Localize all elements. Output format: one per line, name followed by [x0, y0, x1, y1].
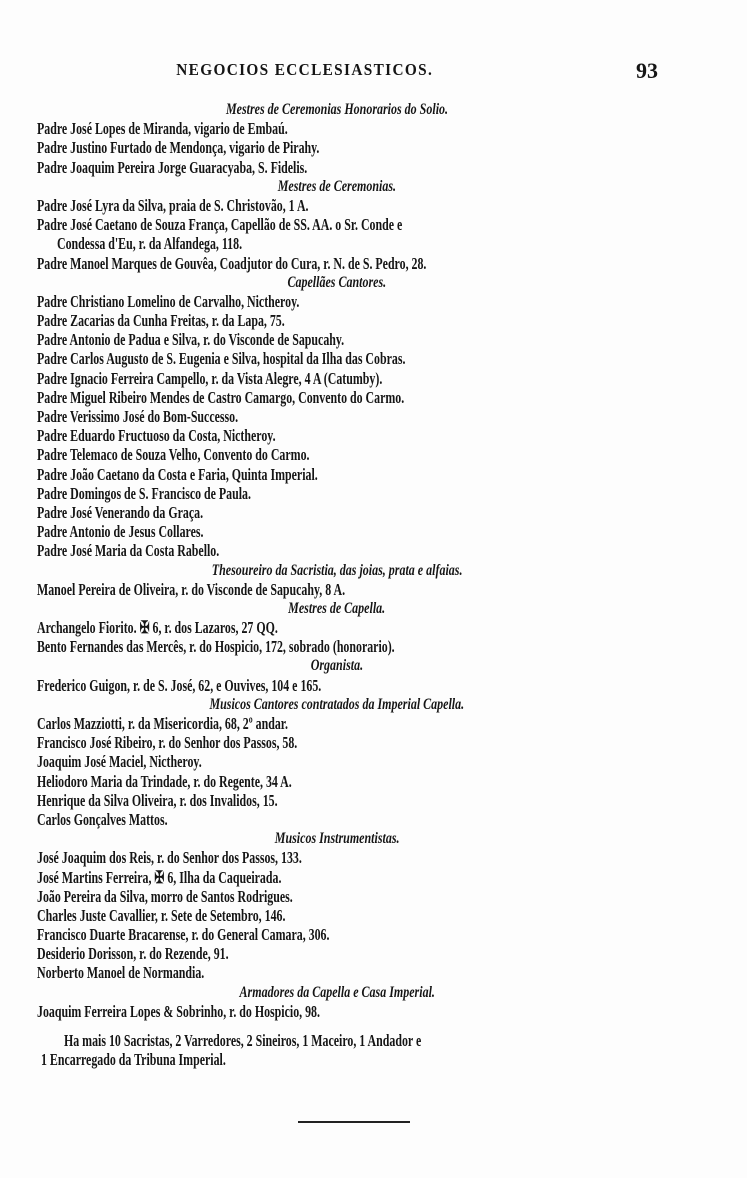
list-item-text: Padre José Lopes de Miranda, vigario de Embaú.: [37, 119, 288, 139]
list-item-text: Padre Christiano Lomelino de Carvalho, Nictheroy.: [37, 291, 300, 311]
list-item-text: Padre Ignacio Ferreira Campello, r. da Vista Alegre, 4 A (Catumby).: [37, 368, 383, 388]
list-item: [37, 637, 727, 656]
list-item: [37, 503, 727, 522]
list-item: [37, 925, 727, 944]
list-item: [37, 772, 727, 791]
list-item-text: Padre José Caetano de Souza França, Capellão de SS. AA. o Sr. Conde e: [37, 215, 403, 235]
list-item: [37, 445, 727, 464]
list-item-text: Archangelo Fiorito. ✠ 6, r. dos Lazaros, 27 QQ.: [37, 618, 278, 638]
list-item: [37, 944, 727, 963]
list-item-text: José Joaquim dos Reis, r. do Senhor dos Passos, 133.: [37, 848, 302, 868]
list-item-text: Heliodoro Maria da Trindade, r. do Regente, 34 A.: [37, 771, 292, 791]
list-item-text: Condessa d'Eu, r. da Alfandega, 118.: [57, 234, 243, 254]
list-item: [37, 330, 727, 349]
list-item: [37, 234, 727, 253]
footnote-text: 1 Encarregado da Tribuna Imperial.: [41, 1050, 226, 1070]
list-item-text: Desiderio Dorisson, r. do Rezende, 91.: [37, 944, 229, 964]
section-heading: [37, 983, 637, 1002]
directory-listing: [37, 100, 727, 1069]
list-item: [37, 407, 727, 426]
list-item-text: Padre Miguel Ribeiro Mendes de Castro Camargo, Convento do Carmo.: [37, 387, 405, 407]
list-item-text: Padre Domingos de S. Francisco de Paula.: [37, 483, 251, 503]
list-item: [37, 426, 727, 445]
list-item: [37, 369, 727, 388]
section-heading: [37, 656, 637, 675]
footnote: [37, 1031, 727, 1050]
section-heading-text: Mestres de Capella.: [288, 599, 386, 617]
footnote: [37, 1050, 727, 1069]
list-item: [37, 349, 727, 368]
list-item: [37, 254, 727, 273]
section-heading: [37, 177, 637, 196]
list-item-text: Padre José Venerando da Graça.: [37, 502, 204, 522]
section-heading: [37, 829, 637, 848]
list-item-text: Padre Carlos Augusto de S. Eugenia e Silva, hospital da Ilha das Cobras.: [37, 349, 406, 369]
list-item: [37, 906, 727, 925]
footnote-text: Ha mais 10 Sacristas, 2 Varredores, 2 Sineiros, 1 Maceiro, 1 Andador e: [64, 1031, 422, 1050]
list-item: [37, 465, 727, 484]
list-item-text: Carlos Gonçalves Mattos.: [37, 809, 168, 829]
section-heading: [37, 599, 637, 618]
section-heading: [37, 100, 637, 119]
list-item: [37, 484, 727, 503]
list-item-text: Padre Antonio de Padua e Silva, r. do Visconde de Sapucahy.: [37, 330, 345, 350]
list-item: [37, 119, 727, 138]
closing-rule: [298, 1121, 410, 1123]
list-item-text: Padre Joaquim Pereira Jorge Guaracyaba, S. Fidelis.: [37, 157, 308, 177]
page-number: 93: [636, 58, 658, 83]
list-item: [37, 752, 727, 771]
list-item-text: Henrique da Silva Oliveira, r. dos Invalidos, 15.: [37, 790, 278, 810]
section-heading: [37, 695, 637, 714]
list-item: [37, 541, 727, 560]
list-item: [37, 196, 727, 215]
list-item-text: João Pereira da Silva, morro de Santos Rodrigues.: [37, 886, 293, 906]
list-item: [37, 311, 727, 330]
list-item-text: Manoel Pereira de Oliveira, r. do Visconde de Sapucahy, 8 A.: [37, 579, 346, 599]
list-item-text: Padre José Lyra da Silva, praia de S. Christovão, 1 A.: [37, 195, 309, 215]
section-heading-text: Mestres de Ceremonias Honorarios do Solio.: [225, 101, 449, 118]
list-item: [37, 388, 727, 407]
list-item-text: Joaquim Ferreira Lopes & Sobrinho, r. do Hospicio, 98.: [37, 1001, 320, 1021]
section-heading: [37, 273, 637, 292]
list-item: [37, 848, 727, 867]
list-item: [37, 292, 727, 311]
list-item: [37, 791, 727, 810]
list-item-text: Padre Antonio de Jesus Collares.: [37, 522, 204, 542]
section-heading-text: Musicos Cantores contratados da Imperial Capella.: [209, 695, 465, 713]
list-item-text: Padre Justino Furtado de Mendonça, vigario de Pirahy.: [37, 138, 320, 158]
spacer: [37, 1021, 727, 1031]
list-item-text: Joaquim José Maciel, Nictheroy.: [37, 752, 202, 772]
section-heading-text: Mestres de Ceremonias.: [277, 177, 397, 195]
section-heading-text: Capellães Cantores.: [287, 273, 387, 291]
list-item-text: Carlos Mazziotti, r. da Misericordia, 68, 2º andar.: [37, 714, 288, 733]
list-item: [37, 522, 727, 541]
list-item: [37, 963, 727, 982]
list-item-text: Frederico Guigon, r. de S. José, 62, e Ouvives, 104 e 165.: [37, 675, 322, 695]
section-heading: [37, 561, 637, 580]
section-heading-text: Musicos Instrumentistas.: [274, 830, 400, 848]
list-item: [37, 618, 727, 637]
list-item-text: Norberto Manoel de Normandia.: [37, 963, 205, 983]
section-heading-text: Organista.: [310, 657, 364, 675]
list-item: [37, 1002, 727, 1021]
section-heading-text: Thesoureiro da Sacristia, das joias, prata e alfaias.: [211, 561, 463, 579]
list-item-text: José Martins Ferreira, ✠ 6, Ilha da Caqueirada.: [37, 867, 282, 887]
list-item: [37, 733, 727, 752]
list-item: [37, 580, 727, 599]
list-item: [37, 215, 727, 234]
list-item: [37, 887, 727, 906]
list-item: [37, 158, 727, 177]
running-head: [0, 60, 747, 84]
list-item-text: Charles Juste Cavallier, r. Sete de Setembro, 146.: [37, 905, 286, 925]
list-item-text: Padre José Maria da Costa Rabello.: [37, 541, 220, 561]
list-item: [37, 138, 727, 157]
list-item-text: Padre Manoel Marques de Gouvêa, Coadjutor do Cura, r. N. de S. Pedro, 28.: [37, 253, 427, 273]
list-item-text: Francisco Duarte Bracarense, r. do General Camara, 306.: [37, 925, 330, 945]
list-item-text: Padre João Caetano da Costa e Faria, Quinta Imperial.: [37, 464, 318, 484]
list-item: [37, 810, 727, 829]
list-item-text: Padre Eduardo Fructuoso da Costa, Nictheroy.: [37, 426, 276, 446]
list-item-text: Francisco José Ribeiro, r. do Senhor dos Passos, 58.: [37, 733, 298, 753]
list-item: [37, 714, 727, 733]
page-title: [110, 60, 500, 80]
section-heading-text: Armadores da Capella e Casa Imperial.: [239, 983, 435, 1001]
list-item-text: Padre Telemaco de Souza Velho, Convento do Carmo.: [37, 445, 310, 465]
list-item-text: Padre Zacarias da Cunha Freitas, r. da Lapa, 75.: [37, 311, 285, 331]
list-item-text: Padre Verissimo José do Bom-Successo.: [37, 407, 239, 426]
page-title-text: NEGOCIOS ECCLESIASTICOS.: [176, 60, 434, 79]
list-item: [37, 868, 727, 887]
list-item-text: Bento Fernandes das Mercês, r. do Hospicio, 172, sobrado (honorario).: [37, 637, 395, 657]
list-item: [37, 676, 727, 695]
